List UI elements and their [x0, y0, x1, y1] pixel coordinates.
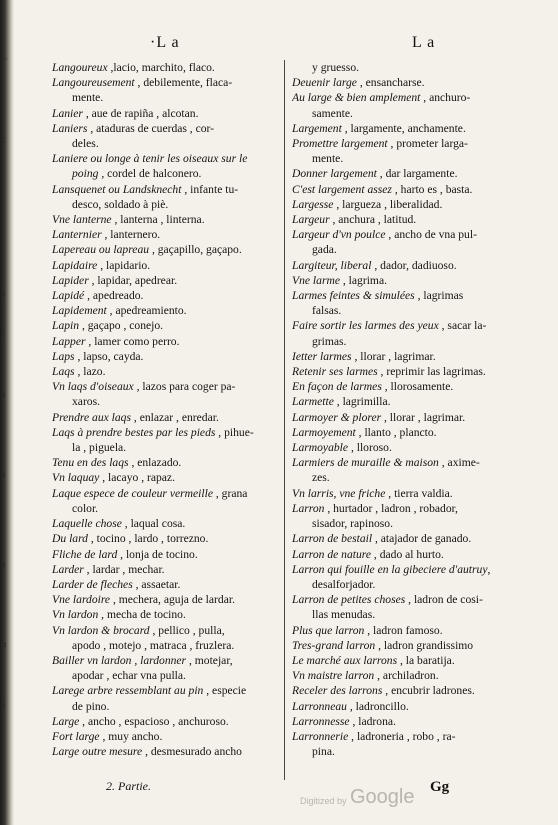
dictionary-entry-line	[292, 623, 528, 638]
facing-page-glyph: u	[2, 639, 7, 649]
dictionary-entry-line	[292, 607, 528, 622]
catchword: Gg	[430, 779, 450, 795]
dictionary-entry-line	[52, 75, 278, 90]
entry-translation: , lagrima.	[339, 273, 387, 287]
entry-headword: Larron de bestail	[292, 532, 373, 546]
facing-page-glyph: s	[2, 559, 6, 569]
entry-translation: , llorosamente.	[381, 380, 454, 394]
google-watermark	[300, 786, 430, 816]
dictionary-entry-line	[292, 516, 528, 531]
entry-headword: Larron de petites choses	[292, 593, 406, 607]
entry-translation: ,lacio, marchito, flaco.	[107, 61, 215, 74]
entry-translation: , lagrimilla.	[333, 395, 391, 409]
entry-headword: Larmes feintes & simulées	[292, 289, 415, 303]
dictionary-entry-line	[292, 683, 528, 698]
entry-headword: Lapin	[52, 319, 80, 333]
dictionary-entry-line	[292, 440, 528, 455]
entry-headword: Vne larme	[292, 273, 340, 287]
entry-headword: Large	[52, 714, 80, 728]
facing-page-edge	[2, 0, 14, 825]
entry-translation: , dar largamente.	[376, 167, 458, 181]
entry-headword: Fort large	[52, 729, 100, 743]
entry-translation: , gaçapillo, gaçapo.	[149, 243, 242, 257]
entry-headword: Donner largement	[292, 167, 377, 181]
entry-headword: Au large & bien amplement	[292, 91, 421, 105]
dictionary-entry-line	[292, 106, 528, 121]
entry-headword: Laqs à prendre bestes par les pieds	[52, 425, 216, 439]
entry-translation: , ladron grandissimo	[375, 638, 474, 652]
running-head-left: ·L a	[150, 34, 180, 51]
entry-translation: grimas.	[312, 334, 347, 348]
entry-translation: , hurtador , ladron , robador,	[324, 501, 458, 515]
entry-translation: , llorar , lagrimar.	[381, 410, 466, 424]
dictionary-entry-line	[292, 197, 528, 212]
dictionary-entry-line	[52, 364, 278, 379]
entry-translation: desalforjador.	[312, 577, 376, 591]
dictionary-entry-line	[292, 653, 528, 668]
facing-page-glyph: s	[2, 389, 6, 399]
dictionary-entry-line	[52, 455, 278, 470]
entry-translation: , lapso, cayda.	[74, 349, 144, 363]
entry-headword: Lanternier	[52, 228, 102, 242]
dictionary-entry-line	[52, 121, 278, 136]
dictionary-entry-line	[292, 577, 528, 592]
entry-headword: Lapidaire	[52, 258, 98, 272]
entry-translation: sisador, rapinoso.	[312, 517, 394, 531]
entry-headword: Larder de fleches	[52, 577, 133, 591]
dictionary-entry-line	[52, 699, 278, 714]
entry-translation: gada.	[312, 243, 337, 257]
entry-headword: Largeur d'vn poulce	[292, 228, 386, 242]
entry-headword: Larron de nature	[292, 547, 372, 561]
entry-translation: , muy ancho.	[99, 729, 163, 743]
dictionary-entry-line	[292, 60, 528, 75]
dictionary-entry-line	[292, 151, 528, 166]
dictionary-entry-line	[52, 486, 278, 501]
entry-translation: , especie	[203, 684, 247, 698]
facing-page-glyph: s	[2, 289, 6, 299]
entry-translation: , ancho , espacioso , anchuroso.	[79, 714, 229, 728]
entry-headword: Largiteur, liberal	[292, 258, 372, 272]
right-column	[292, 60, 528, 759]
dictionary-entry-line	[52, 607, 278, 622]
dictionary-entry-line	[52, 562, 278, 577]
dictionary-entry-line	[292, 288, 528, 303]
entry-headword: Tenu en des laqs	[52, 456, 129, 470]
dictionary-entry-line	[292, 166, 528, 181]
entry-translation: , grana	[212, 486, 248, 500]
dictionary-entry-line	[292, 455, 528, 470]
entry-headword: Lapper	[52, 334, 86, 348]
dictionary-entry-line	[292, 258, 528, 273]
dictionary-entry-line	[52, 227, 278, 242]
dictionary-entry-line	[292, 410, 528, 425]
entry-translation: , apedreado.	[84, 289, 144, 303]
dictionary-entry-line	[52, 623, 278, 638]
entry-headword: Plus que larron	[292, 623, 365, 637]
entry-headword: Du lard	[52, 532, 88, 546]
entry-headword: Larronnesse	[292, 714, 350, 728]
entry-translation: zes.	[312, 471, 330, 485]
left-column	[52, 60, 278, 759]
entry-headword: Larmiers de muraille & maison	[292, 456, 439, 470]
entry-translation: , cordel de halconero.	[98, 167, 202, 181]
dictionary-entry-line	[292, 121, 528, 136]
entry-headword: Larege arbre ressemblant au pin	[52, 684, 204, 698]
entry-translation: , lamer como perro.	[85, 334, 180, 348]
dictionary-entry-line	[52, 166, 278, 181]
dictionary-entry-line	[52, 288, 278, 303]
entry-headword: Promettre largement	[292, 137, 388, 151]
entry-translation: , axime-	[438, 456, 480, 470]
entry-translation: , lonja de tocino.	[117, 547, 198, 561]
dictionary-entry-line	[52, 668, 278, 683]
entry-headword: Larron qui fouille en la gibeciere d'autruy	[292, 562, 488, 576]
entry-headword: Larronneau	[292, 699, 347, 713]
entry-translation: , reprimir las lagrimas.	[377, 365, 486, 379]
dictionary-entry-line	[292, 638, 528, 653]
dictionary-entry-line	[52, 334, 278, 349]
dictionary-entry-line	[292, 547, 528, 562]
dictionary-entry-line	[52, 182, 278, 197]
entry-translation: , anchuro-	[420, 91, 471, 105]
entry-headword: Larmoyement	[292, 425, 356, 439]
dictionary-entry-line	[292, 562, 528, 577]
entry-headword: Laquelle chose	[52, 517, 122, 531]
dictionary-entry-line	[52, 60, 278, 75]
dictionary-entry-line	[52, 516, 278, 531]
entry-translation: , prometer larga-	[387, 137, 468, 151]
entry-headword: Largement	[292, 121, 342, 135]
facing-page-glyph: c	[2, 134, 6, 144]
dictionary-entry-line	[52, 470, 278, 485]
dictionary-entry-line	[52, 151, 278, 166]
entry-headword: Vn larris, vne friche	[292, 486, 386, 500]
entry-translation: , lapidario.	[97, 258, 151, 272]
entry-headword: Deuenir large	[292, 76, 357, 90]
entry-translation: , infante tu-	[181, 182, 239, 196]
dictionary-entry-line	[52, 638, 278, 653]
entry-headword: Laque espece de couleur vermeille	[52, 486, 213, 500]
entry-headword: Vn lardon	[52, 608, 99, 622]
entry-translation: , largueza , liberalidad.	[333, 197, 443, 211]
dictionary-entry-line	[292, 531, 528, 546]
entry-translation: , laqual cosa.	[121, 517, 186, 531]
watermark-brand: Google	[350, 786, 415, 808]
entry-translation: desco, soldado à piè.	[72, 197, 169, 211]
dictionary-entry-line	[292, 592, 528, 607]
dictionary-entry-line	[52, 212, 278, 227]
dictionary-entry-line	[52, 592, 278, 607]
entry-translation: deles.	[72, 137, 99, 151]
dictionary-entry-line	[292, 394, 528, 409]
entry-translation: samente.	[312, 106, 353, 120]
dictionary-entry-line	[52, 136, 278, 151]
dictionary-entry-line	[52, 714, 278, 729]
dictionary-entry-line	[292, 699, 528, 714]
entry-headword: Bailler vn lardon , lardonner	[52, 653, 187, 667]
entry-headword: Laniers	[52, 121, 88, 135]
facing-page-glyph: ~	[2, 54, 7, 64]
dictionary-entry-line	[292, 303, 528, 318]
dictionary-entry-line	[292, 182, 528, 197]
entry-translation: , desmesurado ancho	[142, 745, 242, 759]
dictionary-entry-line	[292, 729, 528, 744]
dictionary-entry-line	[292, 714, 528, 729]
entry-translation: , lagrimas	[414, 289, 464, 303]
entry-translation: , ataduras de cuerdas , cor-	[87, 121, 215, 135]
entry-headword: Lapidement	[52, 304, 107, 318]
entry-translation: , aue de rapiña , alcotan.	[82, 106, 199, 120]
dictionary-entry-line	[292, 318, 528, 333]
entry-headword: Larmoyer & plorer	[292, 410, 382, 424]
entry-headword: Lanier	[52, 106, 83, 120]
entry-translation: , gaçapo , conejo.	[79, 319, 164, 333]
entry-translation: , ancho de vna pul-	[385, 228, 477, 242]
dictionary-entry-line	[52, 242, 278, 257]
entry-translation: , largamente, anchamente.	[341, 121, 466, 135]
dictionary-entry-line	[52, 744, 278, 759]
dictionary-entry-line	[52, 729, 278, 744]
facing-page-glyph: s	[2, 699, 6, 709]
dictionary-entry-line	[292, 364, 528, 379]
entry-translation: , ladron famoso.	[364, 623, 443, 637]
entry-headword: Vne lardoire	[52, 593, 111, 607]
entry-headword: Lapereau ou lapreau	[52, 243, 150, 257]
entry-headword: Laps	[52, 349, 75, 363]
entry-translation: , lazo.	[74, 365, 106, 379]
entry-headword: Lapidé	[52, 289, 85, 303]
entry-translation: mente.	[72, 91, 104, 105]
dictionary-entry-line	[292, 501, 528, 516]
entry-translation: , lacayo , rapaz.	[99, 471, 175, 485]
entry-translation: de pino.	[72, 699, 110, 713]
entry-headword: Fliche de lard	[52, 547, 118, 561]
dictionary-entry-line	[52, 683, 278, 698]
dictionary-entry-line	[52, 410, 278, 425]
dictionary-entry-line	[52, 379, 278, 394]
dictionary-entry-line	[52, 577, 278, 592]
entry-translation: , harto es , basta.	[391, 182, 473, 196]
entry-translation: , llanto , plancto.	[355, 425, 437, 439]
dictionary-entry-line	[52, 318, 278, 333]
entry-headword: Vne lanterne	[52, 213, 112, 227]
dictionary-entry-line	[292, 668, 528, 683]
entry-headword: Large outre mesure	[52, 745, 143, 759]
dictionary-entry-line	[52, 531, 278, 546]
dictionary-entry-line	[292, 349, 528, 364]
entry-translation: , encubrir ladrones.	[382, 684, 475, 698]
dictionary-entry-line	[52, 273, 278, 288]
dictionary-entry-line	[292, 334, 528, 349]
dictionary-entry-line	[292, 212, 528, 227]
dictionary-entry-line	[292, 486, 528, 501]
entry-translation: , lazos para coger pa-	[133, 380, 236, 394]
entry-translation: y gruesso.	[312, 61, 360, 74]
entry-translation: , lardar , mechar.	[83, 562, 165, 576]
entry-translation: , lloroso.	[348, 441, 392, 455]
entry-translation: ,	[487, 562, 491, 576]
watermark-prefix: Digitized by	[300, 796, 347, 806]
entry-translation: , pellico , pulla,	[149, 623, 225, 637]
entry-headword: Vn laquay	[52, 471, 100, 485]
entry-headword: Lapider	[52, 273, 89, 287]
entry-translation: , dado al hurto.	[371, 547, 444, 561]
entry-headword: Ietter larmes	[292, 349, 352, 363]
dictionary-entry-line	[52, 425, 278, 440]
entry-translation: , ensancharse.	[356, 76, 425, 90]
entry-headword: Faire sortir les larmes des yeux	[292, 319, 439, 333]
entry-translation: llas menudas.	[312, 608, 376, 622]
entry-translation: , ladroneria , robo , ra-	[348, 729, 456, 743]
entry-translation: , motejar,	[186, 653, 233, 667]
entry-translation: , assaetar.	[132, 577, 181, 591]
column-divider	[284, 60, 285, 780]
entry-translation: apodo , motejo , matraca , fruzlera.	[72, 638, 235, 652]
dictionary-entry-line	[52, 440, 278, 455]
entry-translation: , dador, dadiuoso.	[371, 258, 457, 272]
entry-translation: , ladrona.	[349, 714, 396, 728]
entry-headword: Laniere ou longe à tenir les oiseaux sur le	[52, 152, 248, 166]
entry-headword: Prendre aux laqs	[52, 410, 131, 424]
entry-headword: Larronnerie	[292, 729, 349, 743]
entry-headword: Laqs	[52, 365, 75, 379]
entry-headword: Larder	[52, 562, 84, 576]
dictionary-entry-line	[52, 501, 278, 516]
entry-translation: , lanternero.	[101, 228, 161, 242]
dictionary-entry-line	[52, 197, 278, 212]
entry-translation: , apedreamiento.	[106, 304, 187, 318]
dictionary-entry-line	[292, 75, 528, 90]
running-head-right: L a	[412, 34, 436, 51]
dictionary-entry-line	[52, 394, 278, 409]
entry-headword: Larron	[292, 501, 325, 515]
dictionary-entry-line	[52, 258, 278, 273]
signature-mark: 2. Partie.	[106, 779, 151, 793]
entry-headword: Vn laqs d'oiseaux	[52, 380, 134, 394]
dictionary-entry-line	[292, 136, 528, 151]
entry-translation: , mecha de tocino.	[98, 608, 186, 622]
dictionary-entry-line	[292, 273, 528, 288]
entry-translation: , debilemente, flaca-	[134, 76, 233, 90]
entry-headword: Larmoyable	[292, 441, 349, 455]
entry-translation: , mechera, aguja de lardar.	[110, 593, 235, 607]
dictionary-entry-line	[292, 242, 528, 257]
entry-translation: , ladroncillo.	[346, 699, 409, 713]
entry-headword: poing	[72, 167, 99, 181]
entry-translation: color.	[72, 501, 99, 515]
dictionary-entry-line	[292, 379, 528, 394]
entry-headword: Le marché aux larrons	[292, 653, 398, 667]
entry-translation: , enlazar , enredar.	[131, 410, 219, 424]
dictionary-entry-line	[292, 425, 528, 440]
entry-headword: Tres-grand larron	[292, 638, 376, 652]
entry-translation: , lapidar, apedrear.	[88, 273, 178, 287]
dictionary-entry-line	[52, 547, 278, 562]
facing-page-glyph: t	[2, 329, 5, 339]
entry-translation: , la baratija.	[397, 653, 455, 667]
entry-translation: mente.	[312, 152, 344, 166]
facing-page-glyph: s	[2, 469, 6, 479]
dictionary-entry-line	[52, 349, 278, 364]
dictionary-entry-line	[292, 90, 528, 105]
dictionary-entry-line	[52, 106, 278, 121]
entry-translation: , lanterna , linterna.	[111, 213, 205, 227]
entry-translation: apodar , echar vna pulla.	[72, 669, 186, 683]
entry-translation: , tierra valdia.	[385, 486, 453, 500]
entry-headword: Larmette	[292, 395, 334, 409]
entry-headword: Retenir ses larmes	[292, 365, 378, 379]
dictionary-entry-line	[52, 303, 278, 318]
entry-translation: falsas.	[312, 304, 342, 318]
entry-translation: , anchura , latitud.	[329, 213, 417, 227]
entry-headword: Largesse	[292, 197, 334, 211]
dictionary-entry-line	[292, 470, 528, 485]
entry-translation: , sacar la-	[438, 319, 487, 333]
dictionary-entry-line	[292, 227, 528, 242]
entry-translation: xaros.	[72, 395, 101, 409]
entry-headword: Vn lardon & brocard	[52, 623, 150, 637]
entry-headword: Lansquenet ou Landsknecht	[52, 182, 182, 196]
entry-translation: , atajador de ganado.	[372, 532, 472, 546]
entry-translation: la , piguela.	[72, 441, 127, 455]
entry-translation: , ladron de cosi-	[405, 593, 483, 607]
entry-headword: Receler des larrons	[292, 684, 383, 698]
entry-headword: Langoureusement	[52, 76, 135, 90]
entry-headword: Vn maistre larron	[292, 669, 375, 683]
dictionary-entry-line	[292, 744, 528, 759]
entry-headword: Largeur	[292, 213, 330, 227]
entry-translation: , archiladron.	[374, 669, 439, 683]
entry-headword: En façon de larmes	[292, 380, 382, 394]
entry-translation: , tocino , lardo , torrezno.	[87, 532, 209, 546]
entry-translation: , llorar , lagrimar.	[351, 349, 436, 363]
entry-translation: , enlazado.	[128, 456, 182, 470]
entry-translation: pina.	[312, 745, 335, 759]
dictionary-entry-line	[52, 90, 278, 105]
dictionary-entry-line	[52, 653, 278, 668]
entry-headword: Langoureux	[52, 61, 108, 74]
entry-translation: , pihue-	[215, 425, 254, 439]
entry-headword: C'est largement assez	[292, 182, 392, 196]
